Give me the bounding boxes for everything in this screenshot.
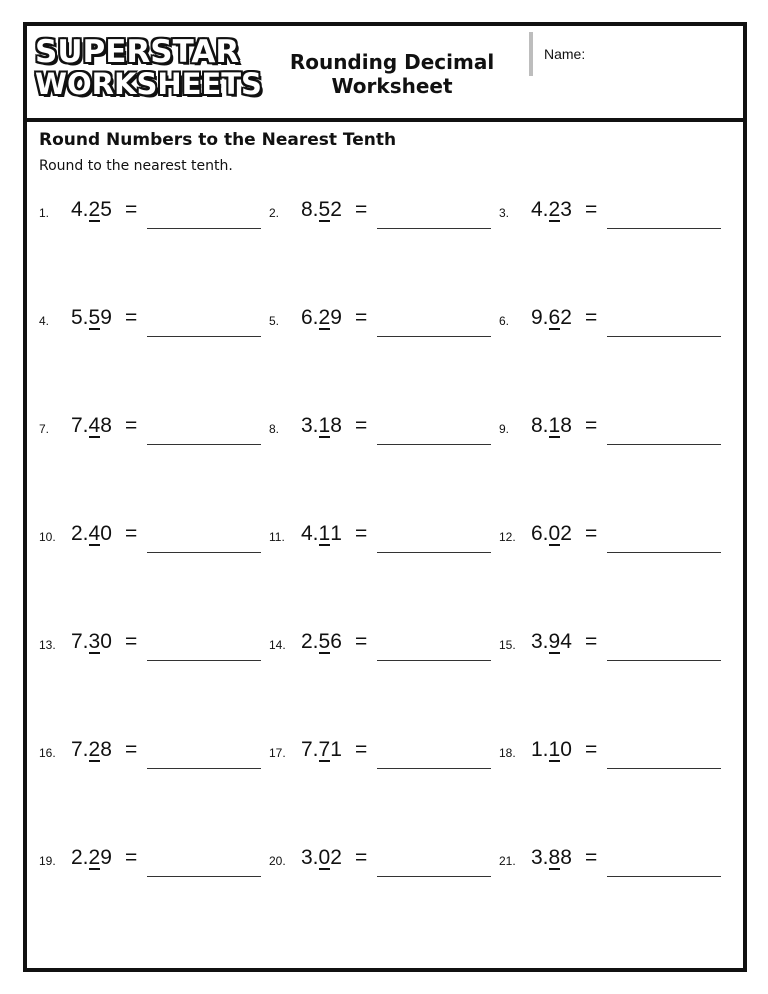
problem-number: 10. [39, 530, 56, 544]
answer-line[interactable] [607, 228, 721, 229]
hundredths-digit: 9 [330, 306, 342, 329]
hundredths-digit: 6 [330, 630, 342, 653]
tenths-digit-underlined: 7 [318, 738, 331, 761]
answer-line[interactable] [377, 768, 491, 769]
equals-sign: = [125, 306, 138, 329]
problem-number: 2. [269, 206, 280, 220]
problem-number: 14. [269, 638, 286, 652]
decimal-whole-part: 3. [301, 414, 319, 437]
hundredths-digit: 8 [560, 846, 572, 869]
decimal-whole-part: 2. [71, 522, 89, 545]
answer-line[interactable] [147, 444, 261, 445]
decimal-value [531, 630, 572, 654]
hundredths-digit: 0 [100, 522, 112, 545]
decimal-value [531, 198, 572, 222]
problem-item [499, 306, 719, 346]
tenths-digit-underlined: 1 [318, 414, 331, 437]
answer-line[interactable] [607, 768, 721, 769]
answer-line[interactable] [377, 228, 491, 229]
tenths-digit-underlined: 5 [88, 306, 101, 329]
answer-line[interactable] [147, 876, 261, 877]
problem-number: 13. [39, 638, 56, 652]
tenths-digit-underlined: 2 [548, 198, 561, 221]
answer-line[interactable] [377, 336, 491, 337]
tenths-digit-underlined: 2 [88, 198, 101, 221]
decimal-value [71, 846, 112, 870]
hundredths-digit: 8 [100, 738, 112, 761]
name-divider [529, 32, 533, 76]
decimal-value [71, 306, 112, 330]
decimal-value [531, 738, 572, 762]
equals-sign: = [585, 846, 598, 869]
tenths-digit-underlined: 3 [88, 630, 101, 653]
problem-item [499, 738, 719, 778]
section-title: Round Numbers to the Nearest Tenth [39, 130, 397, 150]
decimal-value [531, 306, 572, 330]
problem-item [39, 522, 259, 562]
equals-sign: = [125, 630, 138, 653]
decimal-value [71, 630, 112, 654]
problem-item [39, 738, 259, 778]
hundredths-digit: 0 [100, 630, 112, 653]
decimal-value [301, 738, 342, 762]
logo-line-1: SUPERSTAR [35, 34, 240, 70]
tenths-digit-underlined: 2 [88, 846, 101, 869]
decimal-whole-part: 9. [531, 306, 549, 329]
problem-item [39, 414, 259, 454]
problem-number: 21. [499, 854, 516, 868]
answer-line[interactable] [147, 552, 261, 553]
answer-line[interactable] [607, 660, 721, 661]
decimal-whole-part: 4. [301, 522, 319, 545]
instructions: Round to the nearest tenth. [39, 158, 233, 174]
hundredths-digit: 9 [100, 306, 112, 329]
decimal-value [301, 306, 342, 330]
decimal-value [71, 198, 112, 222]
problem-item [39, 846, 259, 886]
decimal-whole-part: 3. [531, 846, 549, 869]
problem-number: 9. [499, 422, 510, 436]
decimal-value [301, 630, 342, 654]
worksheet-header [27, 26, 743, 122]
equals-sign: = [125, 198, 138, 221]
problem-item [269, 846, 489, 886]
decimal-value [71, 522, 112, 546]
hundredths-digit: 4 [560, 630, 572, 653]
tenths-digit-underlined: 5 [318, 630, 331, 653]
decimal-whole-part: 8. [301, 198, 319, 221]
decimal-value [71, 738, 112, 762]
hundredths-digit: 2 [330, 846, 342, 869]
tenths-digit-underlined: 2 [88, 738, 101, 761]
problem-number: 8. [269, 422, 280, 436]
problem-number: 6. [499, 314, 510, 328]
equals-sign: = [355, 414, 368, 437]
answer-line[interactable] [607, 444, 721, 445]
equals-sign: = [125, 738, 138, 761]
problem-number: 16. [39, 746, 56, 760]
answer-line[interactable] [377, 660, 491, 661]
answer-line[interactable] [377, 876, 491, 877]
answer-line[interactable] [607, 336, 721, 337]
hundredths-digit: 3 [560, 198, 572, 221]
decimal-whole-part: 5. [71, 306, 89, 329]
equals-sign: = [585, 630, 598, 653]
decimal-whole-part: 2. [71, 846, 89, 869]
problem-number: 7. [39, 422, 50, 436]
problem-number: 5. [269, 314, 280, 328]
problem-item [269, 414, 489, 454]
problem-item [499, 630, 719, 670]
equals-sign: = [355, 738, 368, 761]
problem-item [269, 198, 489, 238]
problem-number: 17. [269, 746, 286, 760]
worksheet-title [277, 50, 507, 98]
hundredths-digit: 1 [330, 738, 342, 761]
equals-sign: = [585, 306, 598, 329]
equals-sign: = [355, 198, 368, 221]
superstar-logo [35, 34, 262, 108]
problem-number: 11. [269, 530, 285, 544]
tenths-digit-underlined: 0 [318, 846, 331, 869]
decimal-value [301, 846, 342, 870]
hundredths-digit: 9 [100, 846, 112, 869]
decimal-whole-part: 6. [531, 522, 549, 545]
hundredths-digit: 0 [560, 738, 572, 761]
tenths-digit-underlined: 4 [88, 522, 101, 545]
title-line-1: Rounding Decimal [289, 50, 495, 74]
answer-line[interactable] [147, 768, 261, 769]
problem-number: 20. [269, 854, 286, 868]
tenths-digit-underlined: 1 [318, 522, 331, 545]
equals-sign: = [585, 522, 598, 545]
decimal-whole-part: 2. [301, 630, 319, 653]
equals-sign: = [585, 198, 598, 221]
hundredths-digit: 1 [330, 522, 342, 545]
logo-line-2: WORKSHEETS [35, 67, 262, 101]
problem-item [499, 522, 719, 562]
equals-sign: = [125, 846, 138, 869]
decimal-whole-part: 4. [531, 198, 549, 221]
problem-item [39, 198, 259, 238]
problem-item [39, 630, 259, 670]
problem-item [499, 414, 719, 454]
equals-sign: = [585, 738, 598, 761]
hundredths-digit: 2 [330, 198, 342, 221]
hundredths-digit: 8 [560, 414, 572, 437]
equals-sign: = [355, 630, 368, 653]
equals-sign: = [125, 522, 138, 545]
tenths-digit-underlined: 1 [548, 414, 561, 437]
answer-line[interactable] [147, 660, 261, 661]
problem-number: 15. [499, 638, 516, 652]
tenths-digit-underlined: 2 [318, 306, 331, 329]
decimal-value [301, 198, 342, 222]
problem-item [499, 198, 719, 238]
answer-line[interactable] [607, 876, 721, 877]
decimal-value [301, 414, 342, 438]
decimal-whole-part: 7. [71, 630, 89, 653]
decimal-whole-part: 8. [531, 414, 549, 437]
tenths-digit-underlined: 0 [548, 522, 561, 545]
hundredths-digit: 5 [100, 198, 112, 221]
hundredths-digit: 8 [100, 414, 112, 437]
decimal-value [301, 522, 342, 546]
decimal-whole-part: 1. [531, 738, 549, 761]
equals-sign: = [585, 414, 598, 437]
problem-number: 1. [39, 206, 50, 220]
answer-line[interactable] [377, 552, 491, 553]
tenths-digit-underlined: 9 [548, 630, 561, 653]
problem-number: 3. [499, 206, 510, 220]
worksheet-frame [23, 22, 747, 972]
problem-grid [39, 198, 729, 898]
answer-line[interactable] [147, 228, 261, 229]
name-field-label[interactable]: Name: [544, 46, 586, 62]
decimal-value [531, 522, 572, 546]
problem-item [269, 306, 489, 346]
equals-sign: = [355, 522, 368, 545]
problem-item [269, 522, 489, 562]
decimal-whole-part: 7. [301, 738, 319, 761]
decimal-whole-part: 3. [531, 630, 549, 653]
decimal-whole-part: 7. [71, 738, 89, 761]
equals-sign: = [355, 306, 368, 329]
problem-item [269, 630, 489, 670]
decimal-whole-part: 7. [71, 414, 89, 437]
decimal-value [531, 846, 572, 870]
answer-line[interactable] [607, 552, 721, 553]
problem-item [269, 738, 489, 778]
tenths-digit-underlined: 6 [548, 306, 561, 329]
tenths-digit-underlined: 1 [548, 738, 561, 761]
decimal-value [71, 414, 112, 438]
tenths-digit-underlined: 8 [548, 846, 561, 869]
decimal-whole-part: 3. [301, 846, 319, 869]
hundredths-digit: 8 [330, 414, 342, 437]
problem-number: 18. [499, 746, 516, 760]
decimal-value [531, 414, 572, 438]
problem-number: 19. [39, 854, 56, 868]
decimal-whole-part: 4. [71, 198, 89, 221]
answer-line[interactable] [377, 444, 491, 445]
problem-item [499, 846, 719, 886]
problem-number: 4. [39, 314, 50, 328]
tenths-digit-underlined: 4 [88, 414, 101, 437]
decimal-whole-part: 6. [301, 306, 319, 329]
equals-sign: = [355, 846, 368, 869]
problem-number: 12. [499, 530, 516, 544]
hundredths-digit: 2 [560, 522, 572, 545]
equals-sign: = [125, 414, 138, 437]
answer-line[interactable] [147, 336, 261, 337]
problem-item [39, 306, 259, 346]
hundredths-digit: 2 [560, 306, 572, 329]
tenths-digit-underlined: 5 [318, 198, 331, 221]
title-line-2: Worksheet [331, 74, 453, 98]
